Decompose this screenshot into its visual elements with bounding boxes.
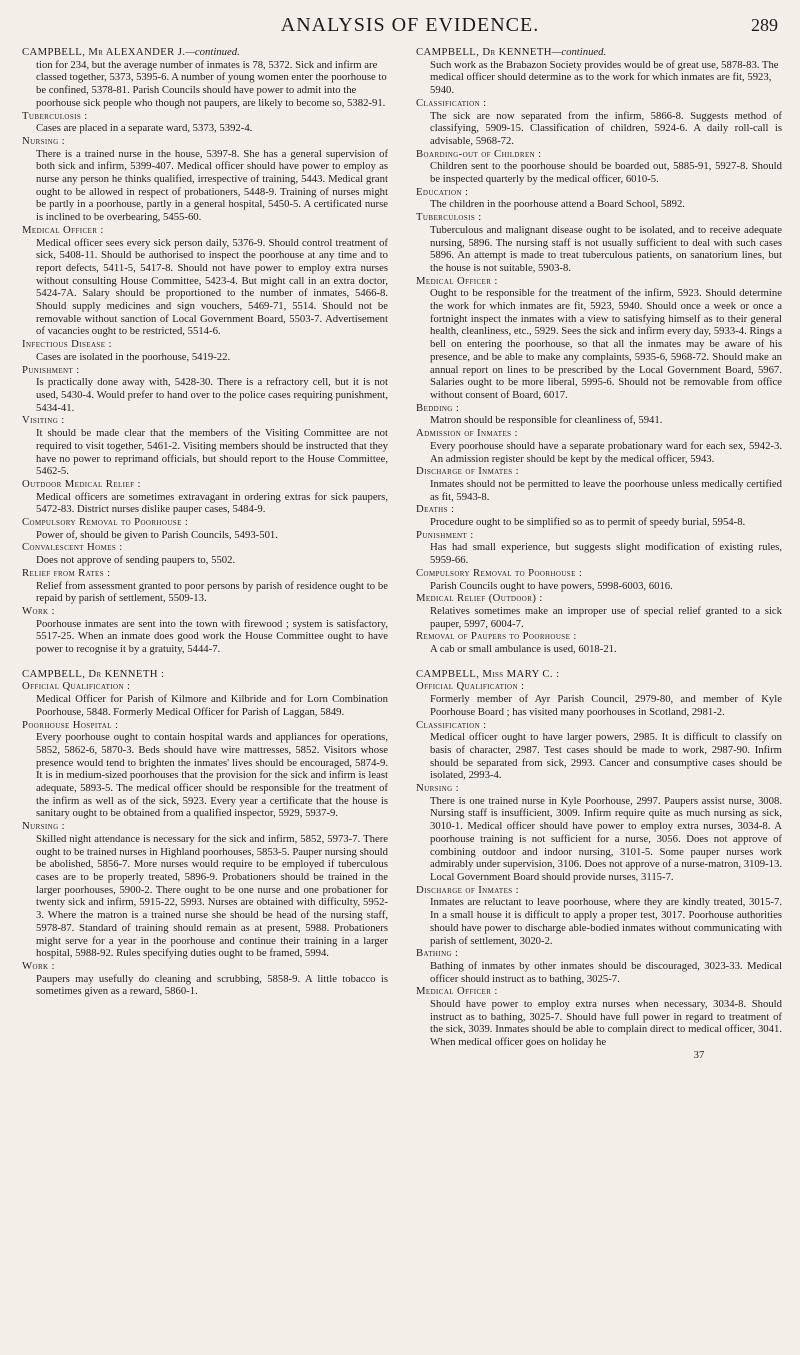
section-heading: Boarding-out of Children : [416, 147, 542, 160]
section-text: Tuberculous and malignant disease ought to be isolated, and to receive adequate nursing, 5896. The nursing staff is not usually sufficient to deal with such cases 5896. An attempt is made to treat tuberculous patients, on sanatorium lines, but the house is not suitable, 5903-8. [430, 223, 782, 274]
section-heading: Compulsory Removal to Poorhouse : [22, 516, 189, 529]
index-section [416, 97, 782, 148]
index-section [22, 567, 388, 605]
running-title: ANALYSIS OF EVIDENCE. [280, 14, 540, 36]
section-text: Does not approve of sending paupers to, 5502. [36, 554, 236, 567]
index-section [416, 985, 782, 1049]
section-heading: Convalescent Homes : [22, 541, 123, 554]
section-heading: Deaths : [416, 503, 455, 516]
index-section [416, 148, 782, 186]
index-section [22, 960, 388, 998]
index-section [416, 186, 782, 211]
section-text: Every poorhouse ought to contain hospital wards and appliances for operations, 5852, 5862-6, 5870-3. Beds should have wire mattresses, 5852. Visitors whose presence would tend to brighten the inmates' lives should be encouraged, 5874-9. It is in medium-sized poorhouses that the provision for the sick and infirm is least adequate, 5893-5. The medical officer should be responsible for the treatment of the infirm as well as of the sick, 5923. Every year a certificate that the house is sanitary ought to be obtained from a qualified inspector, 5929, 5937-9. [36, 731, 388, 820]
section-heading: Nursing : [416, 782, 460, 795]
section-heading: Nursing : [22, 134, 66, 147]
section-text: Formerly member of Ayr Parish Council, 2979-80, and member of Kyle Poorhouse Board ; has visited many poorhouses in Scotland, 2981-2. [430, 693, 782, 718]
section-text: Cases are placed in a separate ward, 5373, 5392-4. [36, 122, 253, 135]
section-text: Bathing of inmates by other inmates should be discouraged, 3023-33. Medical officer should instruct as to bathing, 3025-7. [430, 959, 782, 985]
section-text: A cab or small ambulance is used, 6018-21. [430, 643, 617, 656]
entry-heading [22, 668, 388, 681]
section-text: It should be made clear that the members of the Visiting Committee are not required to visit together, 5461-2. Visiting members should be instructed that they have no power to reprimand officials, but should report to the House Committee, 5462-5. [36, 427, 388, 478]
section-text: Children sent to the poorhouse should be boarded out, 5885-91, 5927-8. Should be inspected quarterly by the medical officer, 6010-5. [430, 160, 782, 186]
section-text: Medical officer ought to have larger powers, 2985. It is difficult to classify on basis of character, 2987. Test cases should be made to work, 2987-90. Infirm should be separated from sick, 2993. Cancer and consumptive cases should be isolated, 2993-4. [430, 731, 782, 782]
section-heading: Work : [22, 604, 55, 617]
continued-label: —continued. [185, 46, 240, 58]
section-text: Relatives sometimes make an improper use of special relief granted to a sick pauper, 5997, 6004-7. [430, 604, 782, 630]
section-heading: Bedding : [416, 401, 460, 414]
index-section [22, 820, 388, 960]
section-text: Cases are isolated in the poorhouse, 5419-22. [36, 350, 231, 363]
section-heading: Official Qualification : [22, 680, 131, 693]
index-section [416, 211, 782, 275]
index-section [22, 680, 388, 718]
section-heading: Compulsory Removal to Poorhouse : [416, 566, 583, 579]
section-heading: Discharge of Inmates : [416, 883, 520, 896]
section-heading: Visiting : [22, 414, 65, 427]
section-heading: Removal of Paupers to Poorhouse : [416, 630, 577, 643]
section-heading: Outdoor Medical Relief : [22, 477, 141, 490]
index-section [416, 529, 782, 567]
section-heading: Medical Officer : [416, 985, 498, 998]
index-section [416, 719, 782, 783]
section-text: Relief from assessment granted to poor persons by parish of residence ought to be repaid by parish of settlement, 5509-13. [36, 579, 388, 605]
witness-name: CAMPBELL, Mr ALEXANDER J. [22, 46, 186, 58]
left-column [22, 46, 388, 1346]
page-number: 289 [751, 15, 778, 35]
section-heading: Official Qualification : [416, 680, 525, 693]
section-heading: Tuberculosis : [416, 211, 482, 224]
index-section [22, 516, 388, 541]
entry-heading [416, 668, 782, 681]
index-section [416, 680, 782, 718]
signature-mark: 37 [693, 1048, 705, 1061]
index-section [22, 364, 388, 415]
index-section [416, 884, 782, 948]
index-section [416, 503, 782, 528]
entry-lead-text: tion for 234, but the average number of inmates is 78, 5372. Sick and infirm are classed together, 5373, 5395-6. A number of young women enter the poorhouse to be confined, 5378-81. Parish Councils should have power to admit into the poorhouse sick people who though not paupers, are likely to become so, 5382-91. [36, 58, 387, 109]
section-text: Paupers may usefully do cleaning and scrubbing, 5858-9. A little tobacco is sometimes given as a reward, 5860-1. [36, 972, 388, 998]
section-heading: Admission of Inmates : [416, 427, 518, 440]
section-text: There is one trained nurse in Kyle Poorhouse, 2997. Paupers assist nurse, 3008. Nursing staff is insufficient, 3009. Infirm require quite as much nursing as sick, 3010-1. Medical officer should have power to employ extra nurses, 3034-8. A poorhouse training is not sufficient for a nurse, 3056. Does not approve of combining outdoor and indoor nursing, 3101-5. Some pauper nurses work admirably under supervision, 3106. Does not approve of a nurse-matron, 3109-13. Local Government Board should provide nurses, 3115-7. [430, 794, 782, 883]
index-columns [22, 46, 788, 1346]
witness-name: CAMPBELL, Miss MARY C. : [416, 667, 560, 680]
section-heading: Work : [22, 959, 55, 972]
section-heading: Infectious Disease : [22, 338, 112, 351]
index-section [22, 110, 388, 135]
section-text: Should have power to employ extra nurses when necessary, 3034-8. Should instruct as to bathing, 3025-7. Should have full power in regard to treatment of the sick, 3039. Inmates should be able to complain direct to medical officer, 3041. When medical officer goes on holiday he [430, 998, 782, 1049]
section-text: The sick are now separated from the infirm, 5866-8. Suggests method of classifying, 5909-15. Classification of children, 5924-6. A daily roll-call is advisable, 5968-72. [430, 109, 782, 147]
section-heading: Nursing : [22, 820, 66, 833]
section-heading: Punishment : [22, 363, 80, 376]
continued-label: —continued. [551, 46, 607, 58]
section-text: Has had small experience, but suggests slight modification of existing rules, 5959-66. [430, 541, 782, 567]
section-heading: Education : [416, 185, 469, 198]
section-text: Matron should be responsible for cleanliness of, 5941. [430, 414, 663, 427]
page-header [40, 14, 780, 40]
index-section [22, 719, 388, 821]
section-text: Medical officer sees every sick person daily, 5376-9. Should control treatment of sick, 5408-11. Should be authorised to inspect the poorhouse at any time and to report defects, 5411-5, 5417-8. Should not have power to employ extra nurses without consulting House Committee, 5423-4. But might call in an extra doctor, 5424-7A. Salary should be proportioned to the number of inmates, 5466-8. Should supply medicines and sign vouchers, 5469-71, 5514. Should not be removable without sanction of Local Government Board, 5503-7. Advertisement of vacancies ought to be restricted, 5514-6. [36, 236, 388, 338]
section-text: Parish Councils ought to have powers, 5998-6003, 6016. [430, 579, 673, 592]
section-text: Poorhouse inmates are sent into the town with firewood ; system is satisfactory, 5517-25. When an inmate does good work the House Committee ought to have power to recognise it by a gratuity, 5444-7. [36, 617, 388, 656]
section-heading: Poorhouse Hospital : [22, 718, 119, 731]
right-column [416, 46, 782, 1346]
section-text: Inmates are reluctant to leave poorhouse, where they are kindly treated, 3015-7. In a small house it is difficult to apply a proper test, 3017. Poorhouse authorities should have power to discharge able-bodied inmates without communicating with parish of settlement, 3020-2. [430, 896, 782, 947]
section-text: Procedure ought to be simplified so as to permit of speedy burial, 5954-8. [430, 516, 746, 529]
index-section [22, 338, 388, 363]
index-section [416, 592, 782, 630]
section-text: Skilled night attendance is necessary for the sick and infirm, 5852, 5973-7. There ought to be trained nurses in Highland poorhouses, 5853-5. Pauper nursing should be abolished, 5856-7. More nurses would require to be employed if tuberculous cases are to be properly treated, 5896-9. Probationers should be trained in the larger poorhouses, 5900-2. There ought to be one nurse and one probationer for twenty sick and infirm, 5915-22, 5993. Nurses are obtained with difficulty, 5952-3. Where the matron is a trained nurse she should be head of the nursing staff, 5978-87. Standard of training should remain as at present, 5988. Probationers might serve for a year in the poorhouse and continue their training in a larger hospital, 5988-92. Rules specifying duties ought to be framed, 5994. [36, 832, 388, 960]
index-section [416, 630, 782, 655]
witness-name: CAMPBELL, Dr KENNETH [416, 46, 552, 58]
section-text: Ought to be responsible for the treatment of the infirm, 5923. Should determine the work for which inmates are fit, 5923, 5940. Should once a week or once a fortnight inspect the inmates with a view to satisfying himself as to their general health, cleanliness, etc., 5929. Sees the sick and infirm every day, 5933-4. Rings a bell on entering the poorhouse, so that all the inmates may be aware of his presence, and be able to make any complaints, 5935-6, 5968-72. Should make an annual report on lines to be prescribed by the Local Government Board, 5967. Salaries ought to be more liberal, 5995-6. Should not be removable from office without consent of Board, 6017. [430, 287, 782, 401]
entry-lead-text: Such work as the Brabazon Society provides would be of great use, 5878-83. The medical officer should determine as to the work for which inmates are fit, 5923, 5940. [430, 58, 779, 97]
entry-heading [416, 46, 782, 59]
section-text: Is practically done away with, 5428-30. There is a refractory cell, but it is not used, 5430-4. Would prefer to hand over to the police cases requiring punishment, 5434-41. [36, 376, 388, 414]
section-text: The children in the poorhouse attend a Board School, 5892. [430, 198, 685, 211]
section-heading: Medical Relief (Outdoor) : [416, 592, 543, 605]
index-section [22, 605, 388, 656]
section-text: Power of, should be given to Parish Councils, 5493-501. [36, 528, 278, 541]
section-heading: Medical Officer : [22, 223, 104, 236]
section-text: Every poorhouse should have a separate probationary ward for each sex, 5942-3. An admission register should be kept by the medical officer, 5943. [430, 439, 782, 465]
section-text: There is a trained nurse in the house, 5397-8. She has a general supervision of both sick and infirm, 5399-407. Medical officer should have power to employ as nurse any person he thinks qualified, irrespective of training, 5443. Medical grant ought to be allowed in respect of probationers, 5448-9. Training of nurses might be partly in a poorhouse, partly in a general hospital, 5450-5. A certificated nurse is inclined to be overbearing, 5455-60. [36, 147, 388, 224]
section-heading: Discharge of Inmates : [416, 465, 520, 478]
index-section [416, 947, 782, 985]
index-section [22, 541, 388, 566]
section-heading: Classification : [416, 718, 487, 731]
section-heading: Bathing : [416, 947, 459, 960]
index-section [416, 567, 782, 592]
witness-name: CAMPBELL, Dr KENNETH : [22, 667, 165, 680]
section-heading: Medical Officer : [416, 274, 498, 287]
section-text: Medical Officer for Parish of Kilmore and Kilbride and for Lorn Combination Poorhouse, 5848. Formerly Medical Officer for Parish of Laggan, 5849. [36, 693, 388, 718]
index-section [416, 275, 782, 402]
index-section [22, 478, 388, 516]
index-section [416, 402, 782, 427]
index-section [22, 414, 388, 478]
entry-heading [22, 46, 388, 59]
section-heading: Tuberculosis : [22, 109, 88, 122]
index-section [416, 782, 782, 884]
section-text: Medical officers are sometimes extravagant in ordering extras for sick paupers, 5472-83. District nurses dislike pauper cases, 5484-9. [36, 490, 388, 516]
index-section [416, 465, 782, 503]
index-section [416, 427, 782, 465]
section-heading: Relief from Rates : [22, 566, 111, 579]
index-section [22, 135, 388, 224]
index-section [22, 224, 388, 338]
section-heading: Classification : [416, 96, 487, 109]
section-heading: Punishment : [416, 528, 474, 541]
section-text: Inmates should not be permitted to leave the poorhouse unless medically certified as fit, 5943-8. [430, 477, 782, 503]
